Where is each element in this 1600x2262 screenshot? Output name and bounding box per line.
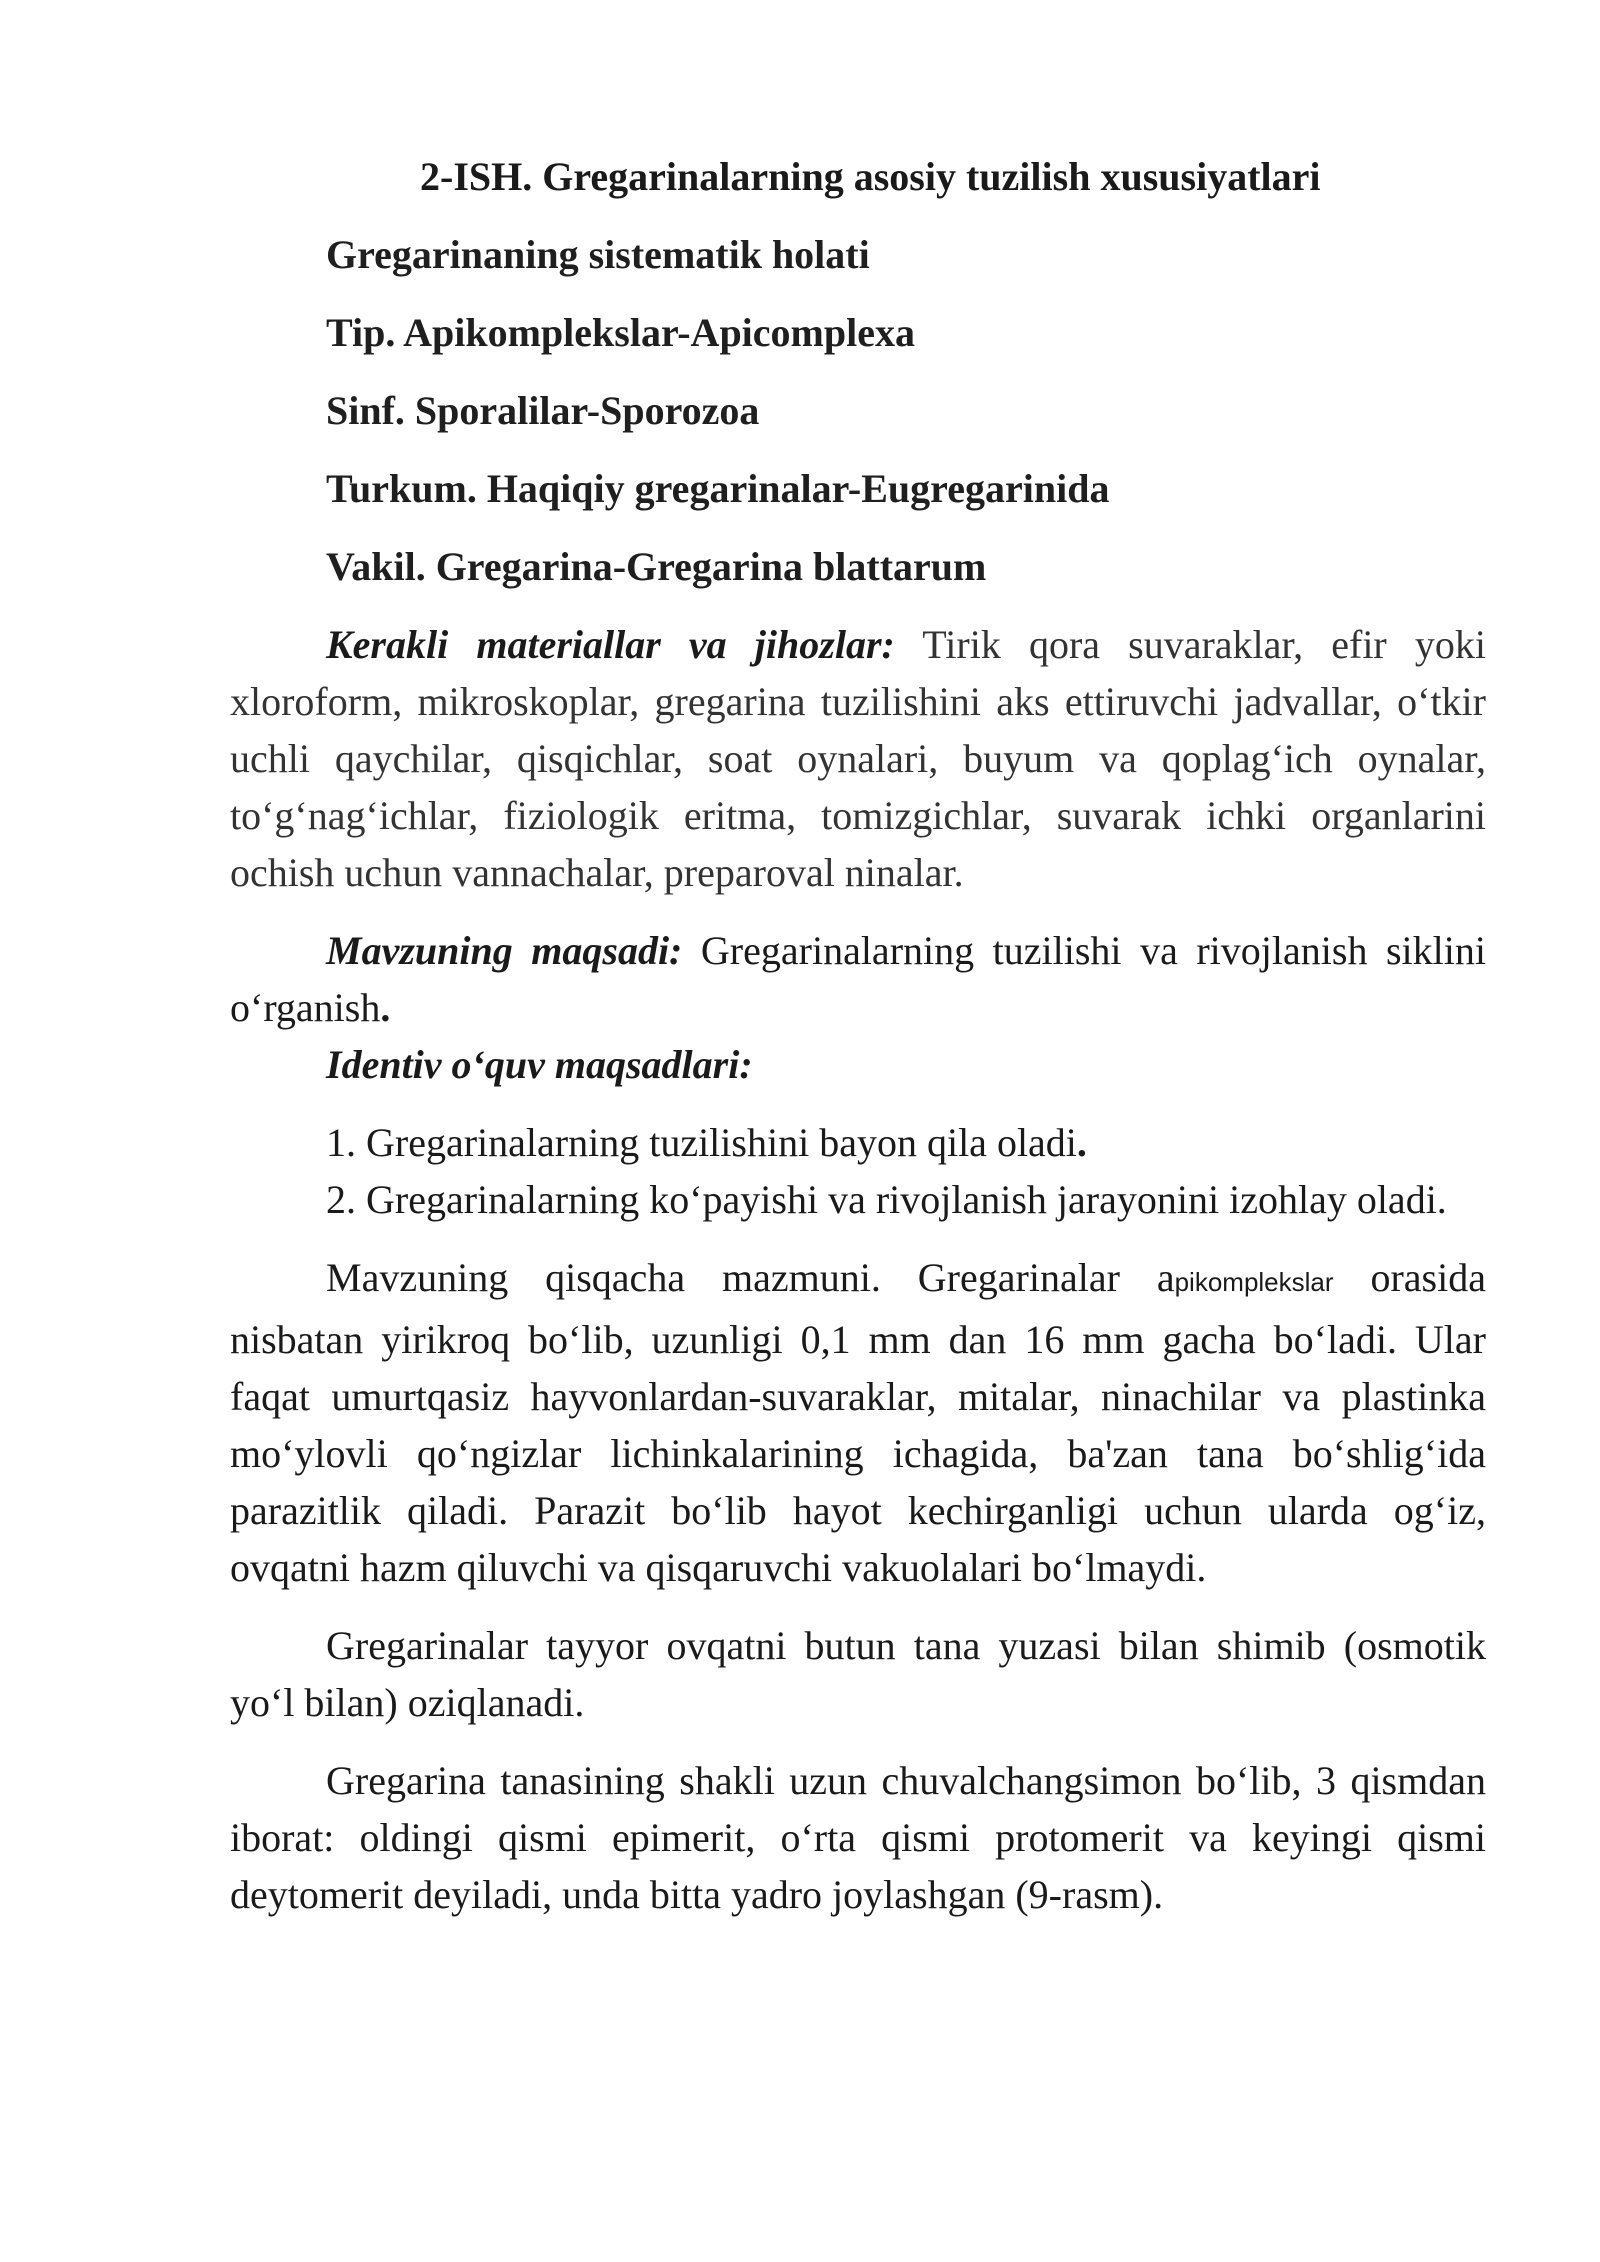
objectives-heading: Identiv o‘quv maqsadlari: [326,1042,753,1087]
document-title: 2-ISH. Gregarinalarning asosiy tuzilish xususiyatlari [420,154,1321,199]
systematics-order: Turkum. Haqiqiy gregarinalar-Eugregarinida [326,466,1110,511]
aim-paragraph [230,922,1486,1036]
list-item [326,1171,1486,1228]
materials-label: Kerakli materiallar va jihozlar: [326,622,895,667]
summary-paragraph [230,1249,1486,1596]
systematics-representative: Vakil. Gregarina-Gregarina blattarum [326,544,987,589]
objective-end: . [1076,1120,1087,1165]
summary-small-text: pikomplekslar [1174,1267,1334,1297]
systematics-type: Tip. Apikomplekslar-Apicomplexa [326,310,915,355]
aim-text: Gregarinalarning tuzilishi va rivojlanish siklini o‘rganish [230,928,1486,1030]
materials-paragraph [230,616,1486,901]
systematics-class: Sinf. Sporalilar-Sporozoa [326,388,760,433]
body-structure-paragraph: Gregarina tanasining shakli uzun chuvalchangsimon bo‘lib, 3 qismdan iborat: oldingi qismi epimerit, o‘rta qismi protomerit va keyingi qismi deytomerit deyiladi, unda bitta yadro joylashgan (9-rasm). [230,1758,1486,1917]
summary-text-after: orasida nisbatan yirikroq bo‘lib, uzunligi 0,1 mm dan 16 mm gacha bo‘ladi. Ular faqat umurtqasiz hayvonlardan-suvaraklar, mitalar, ninachilar va plastinka mo‘ylovli qo‘ngizlar lichinkalarining ichagida, ba'zan tana bo‘shlig‘ida parazitlik qiladi. Parazit bo‘lib hayot kechirganligi uchun ularda og‘iz, ovqatni hazm qiluvchi va qisqaruvchi vakuolalari bo‘lmaydi. [230,1255,1486,1590]
objectives-list [326,1114,1486,1228]
aim-label: Mavzuning maqsadi: [326,928,683,973]
feeding-paragraph: Gregarinalar tayyor ovqatni butun tana yuzasi bilan shimib (osmotik yo‘l bilan) oziqlanadi. [230,1623,1486,1725]
document-body [230,148,1486,1944]
systematics-heading: Gregarinaning sistematik holati [326,232,870,277]
materials-text: Tirik qora suvaraklar, efir yoki xloroform, mikroskoplar, gregarina tuzilishini aks ettiruvchi jadvallar, o‘tkir uchli qaychilar, qisqichlar, soat oynalari, buyum va qoplag‘ich oynalar, to‘g‘nag‘ichlar, fiziologik eritma, tomizgichlar, suvarak ichki organlarini ochish uchun vannachalar, preparoval ninalar. [230,622,1486,895]
list-item [326,1114,1486,1171]
summary-text-before: Mavzuning qisqacha mazmuni. Gregarinalar a [326,1255,1175,1300]
objective-text: 1. Gregarinalarning tuzilishini bayon qila oladi [326,1120,1077,1165]
objective-text: 2. Gregarinalarning ko‘payishi va rivojlanish jarayonini izohlay oladi. [326,1177,1447,1222]
aim-end: . [380,985,391,1030]
